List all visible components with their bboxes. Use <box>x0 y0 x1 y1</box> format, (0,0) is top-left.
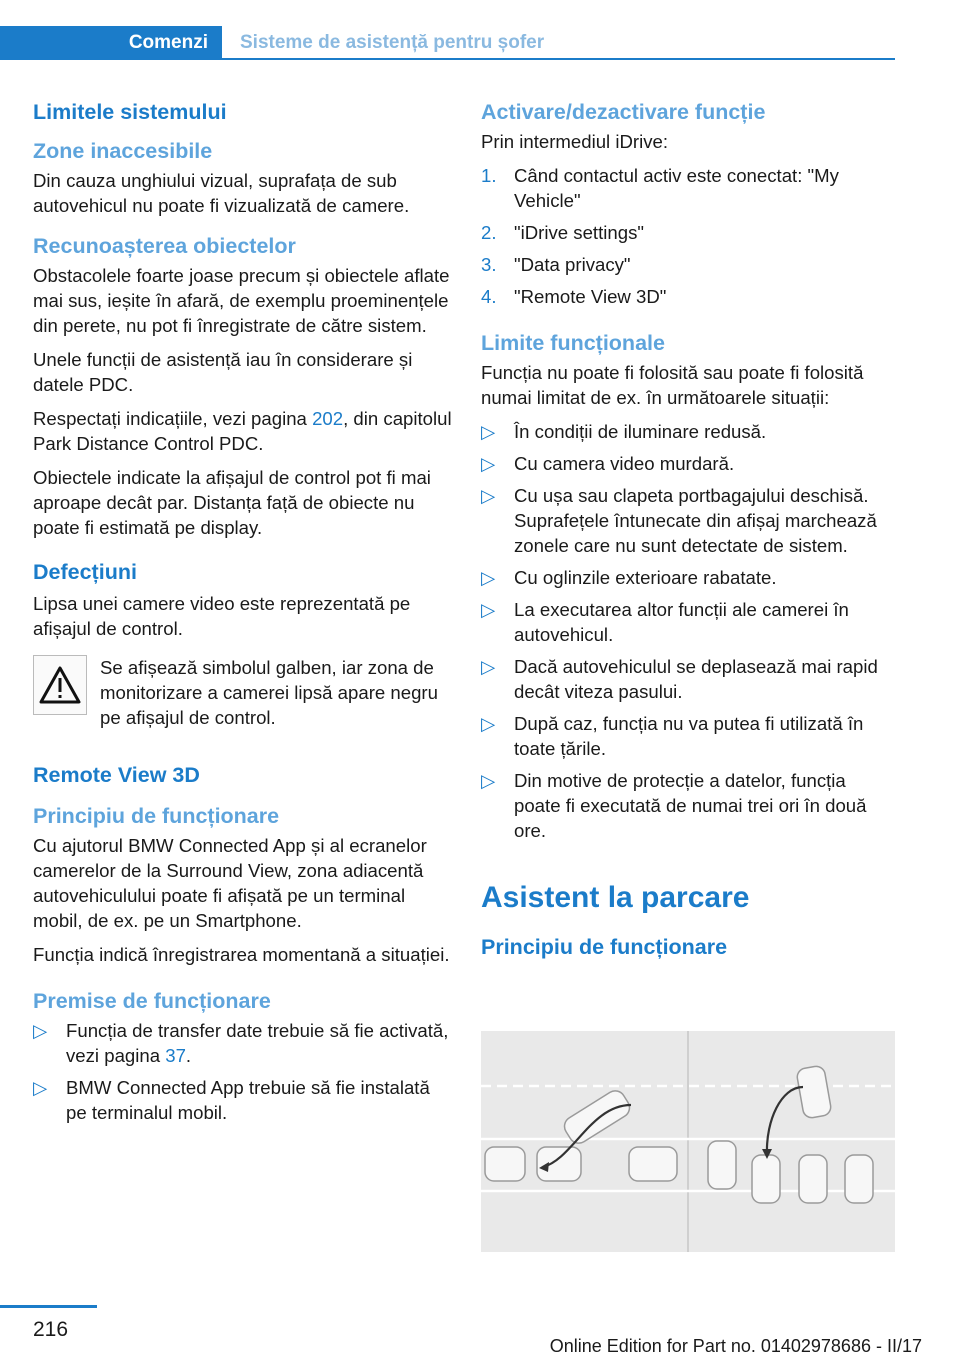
steps-list <box>481 163 895 309</box>
list-item <box>481 654 895 704</box>
bullet-triangle-icon: ▷ <box>481 713 496 734</box>
bullet-triangle-icon: ▷ <box>481 485 496 506</box>
list-item <box>481 768 895 843</box>
step-item <box>481 284 895 309</box>
page-number: 216 <box>33 1318 69 1341</box>
header-rule <box>222 58 895 60</box>
step-number: 4. <box>481 286 497 307</box>
page-link-37[interactable]: 37 <box>165 1045 186 1066</box>
heading-remote-view-3d: Remote View 3D <box>33 763 200 787</box>
step-text: "Data privacy" <box>514 254 631 275</box>
bullet-triangle-icon: ▷ <box>481 770 496 791</box>
warning-note <box>33 655 453 735</box>
list-item <box>33 1075 453 1125</box>
left-column <box>33 100 453 1139</box>
bullet-text: Cu ușa sau clapeta portbagajului deschisă. Suprafețele întunecate din afișaj marchează zonele care nu sunt detectate de sistem. <box>514 485 877 556</box>
paragraph: Obstacolele foarte joase precum și obiectele aflate mai sus, ieșite în afară, de exemplu proeminențele din perete, nu pot fi înregistrate de către sistem. <box>33 265 450 336</box>
paragraph: Unele funcții de asistență iau în considerare și datele PDC. <box>33 349 413 395</box>
paragraph: Lipsa unei camere video este reprezentată pe afișajul de control. <box>33 593 411 639</box>
paragraph-with-link <box>33 406 453 456</box>
text: Funcția de transfer date trebuie să fie activată, vezi pagina <box>66 1020 449 1066</box>
right-column <box>481 100 895 966</box>
edition-note: Online Edition for Part no. 01402978686 - II/17 <box>549 1336 922 1356</box>
bullet-triangle-icon: ▷ <box>33 1020 48 1041</box>
premise-list <box>33 1018 453 1125</box>
warning-text: Se afișează simbolul galben, iar zona de monitorizare a camerei lipsă apare negru pe afișajul de control. <box>100 657 438 728</box>
heading-asistent-la-parcare: Asistent la parcare <box>481 881 750 914</box>
bullet-text: Din motive de protecție a datelor, funcția poate fi executată de numai trei ori în două ore. <box>514 770 867 841</box>
list-item <box>481 451 895 476</box>
paragraph: Cu ajutorul BMW Connected App și al ecranelor camerelor de la Surround View, zona adiacentă autovehiculului poate fi afișată pe un terminal mobil, de ex. pe un Smartphone. <box>33 835 427 931</box>
heading-activare-dezactivare: Activare/dezactivare funcție <box>481 100 766 124</box>
heading-principiu-functionare-2: Principiu de funcționare <box>481 935 728 959</box>
bullet-triangle-icon: ▷ <box>481 421 496 442</box>
list-item <box>481 483 895 558</box>
text: BMW Connected App trebuie să fie instalată pe terminalul mobil. <box>66 1077 430 1123</box>
step-text: Când contactul activ este conectat: "My Vehicle" <box>514 165 839 211</box>
paragraph: Din cauza unghiului vizual, suprafața de sub autovehicul nu poate fi vizualizată de camere. <box>33 170 410 216</box>
bullet-triangle-icon: ▷ <box>481 599 496 620</box>
bullet-text: La executarea altor funcții ale camerei în autovehicul. <box>514 599 849 645</box>
step-number: 2. <box>481 222 497 243</box>
step-text: "iDrive settings" <box>514 222 644 243</box>
text: , din capitolul Park Distance Control PDC. <box>33 408 452 454</box>
bullet-text: Dacă autovehiculul se deplasează mai rapid decât viteza pasului. <box>514 656 878 702</box>
step-number: 1. <box>481 165 497 186</box>
step-number: 3. <box>481 254 497 275</box>
bullet-text: Cu oglinzile exterioare rabatate. <box>514 567 777 588</box>
page-link-202[interactable]: 202 <box>312 408 344 429</box>
tab-sisteme-asistenta[interactable]: Sisteme de asistență pentru șofer <box>240 32 545 53</box>
step-item <box>481 163 895 213</box>
tab-comenzi[interactable]: Comenzi <box>0 26 222 60</box>
heading-zone-inaccesibile: Zone inaccesibile <box>33 139 213 163</box>
bullet-text: După caz, funcția nu va putea fi utilizată în toate țările. <box>514 713 864 759</box>
bullet-text: Cu camera video murdară. <box>514 453 735 474</box>
step-text: "Remote View 3D" <box>514 286 667 307</box>
paragraph: Prin intermediul iDrive: <box>481 131 669 152</box>
bullet-triangle-icon: ▷ <box>481 567 496 588</box>
step-item <box>481 220 895 245</box>
text: . <box>185 1045 192 1066</box>
paragraph: Funcția indică înregistrarea momentană a situației. <box>33 944 450 965</box>
parking-illustration <box>481 1031 895 1252</box>
paragraph: Funcția nu poate fi folosită sau poate fi folosită numai limitat de ex. în următoarele situații: <box>481 362 864 408</box>
heading-limitele-sistemului: Limitele sistemului <box>33 100 227 124</box>
bullet-triangle-icon: ▷ <box>33 1077 48 1098</box>
heading-premise-functionare: Premise de funcționare <box>33 989 271 1013</box>
list-item <box>481 597 895 647</box>
list-item <box>481 711 895 761</box>
bullet-triangle-icon: ▷ <box>481 656 496 677</box>
footer-rule <box>0 1305 97 1308</box>
text: Respectați indicațiile, vezi pagina <box>33 408 313 429</box>
paragraph: Obiectele indicate la afișajul de control pot fi mai aproape decât par. Distanța față de obiecte nu poate fi estimată pe display. <box>33 467 431 538</box>
step-item <box>481 252 895 277</box>
warning-icon <box>33 655 87 715</box>
heading-defectiuni: Defecțiuni <box>33 560 137 584</box>
bullet-text: În condiții de iluminare redusă. <box>514 421 767 442</box>
list-item <box>481 565 895 590</box>
header-tabs <box>0 26 895 60</box>
heading-recunoasterea-obiectelor: Recunoașterea obiectelor <box>33 234 296 258</box>
list-item <box>481 419 895 444</box>
bullet-triangle-icon: ▷ <box>481 453 496 474</box>
limits-list <box>481 419 895 843</box>
heading-limite-functionale: Limite funcționale <box>481 331 665 355</box>
list-item <box>33 1018 453 1068</box>
heading-principiu-functionare: Principiu de funcționare <box>33 804 280 828</box>
